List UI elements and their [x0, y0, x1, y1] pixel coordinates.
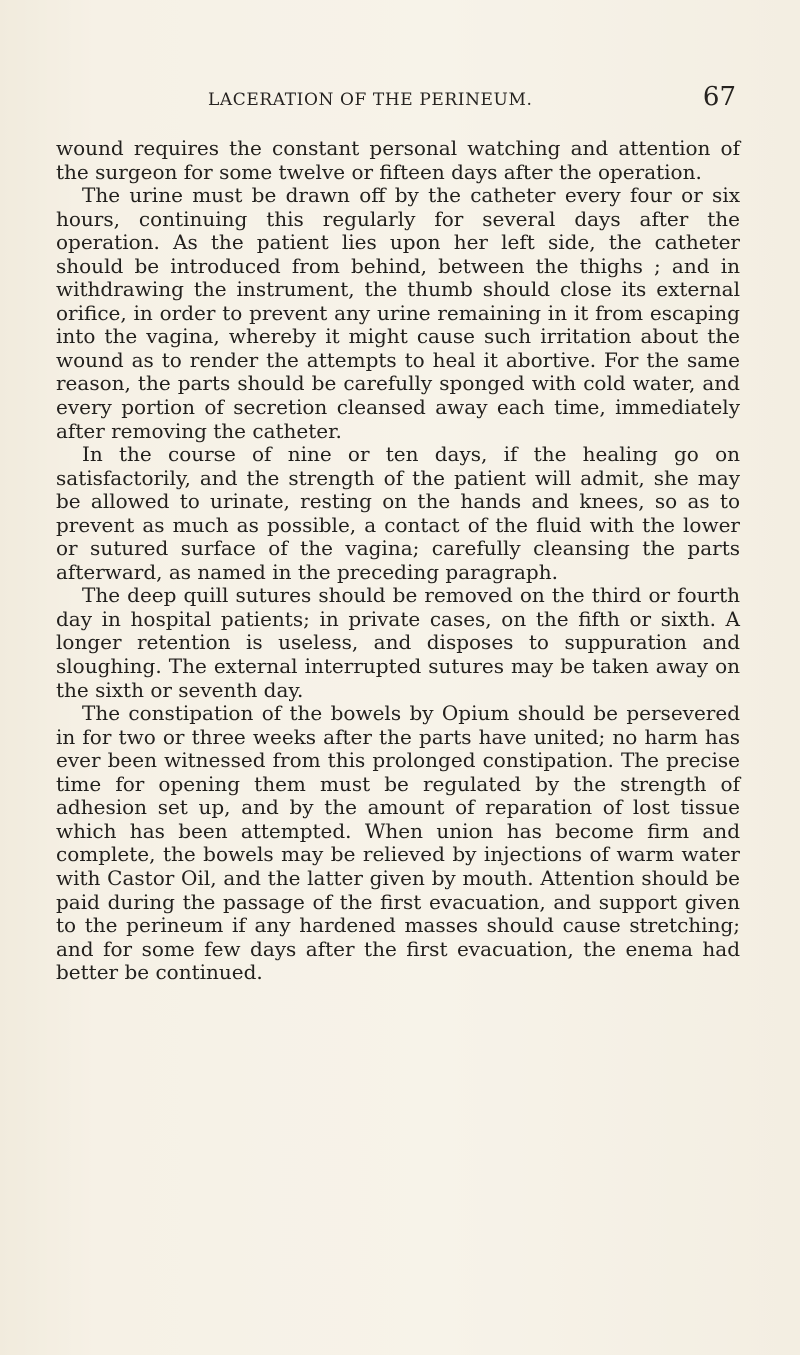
paragraph-sutures: The deep quill sutures should be removed on the third or fourth day in hospital patients; in private cases, on the fifth or sixth. A longer retention is useless, and disposes to suppuration and sloughing. The external interrupted sutures may be taken away on the sixth or seventh day. — [56, 583, 740, 702]
paragraph-urination: In the course of nine or ten days, if the healing go on satisfactorily, and the strength of the patient will admit, she may be allowed to urinate, resting on the hands and knees, so as to prevent as much as possible, a contact of the fluid with the lower or sutured surface of the vagina; carefully cleansing the parts afterward, as named in the preceding paragraph. — [56, 442, 740, 584]
paragraph-constipation: The constipation of the bowels by Opium should be persevered in for two or three weeks after the parts have united; no harm has ever been witnessed from this prolonged constipation. The precise time for opening them must be regulated by the strength of adhesion set up, and by the amount of reparation of lost tissue which has been attempted. When union has become firm and complete, the bowels may be relieved by injections of warm water with Castor Oil, and the latter given by mouth. Attention should be paid during the passage of the first evacuation, and support given to the perineum if any hardened masses should cause stretching; and for some few days after the first evacuation, the enema had better be continued. — [56, 701, 740, 985]
running-head — [56, 82, 736, 122]
paragraph-continued: wound requires the constant personal watching and attention of the surgeon for some twelve or fifteen days after the operation. — [56, 136, 740, 184]
paragraph-catheter: The urine must be drawn off by the catheter every four or six hours, continuing this regularly for several days after the operation. As the patient lies upon her left side, the catheter should be introduced from behind, between the thighs ; and in withdrawing the instrument, the thumb should close its external orifice, in order to prevent any urine remaining in it from escaping into the vagina, whereby it might cause such irritation about the wound as to render the attempts to heal it abortive. For the same reason, the parts should be carefully sponged with cold water, and every portion of secretion cleansed away each time, immediately after removing the catheter. — [56, 183, 740, 443]
body-text — [56, 137, 740, 985]
chapter-title: LACERATION OF THE PERINEUM. — [208, 90, 533, 110]
page-number: 67 — [702, 82, 736, 112]
